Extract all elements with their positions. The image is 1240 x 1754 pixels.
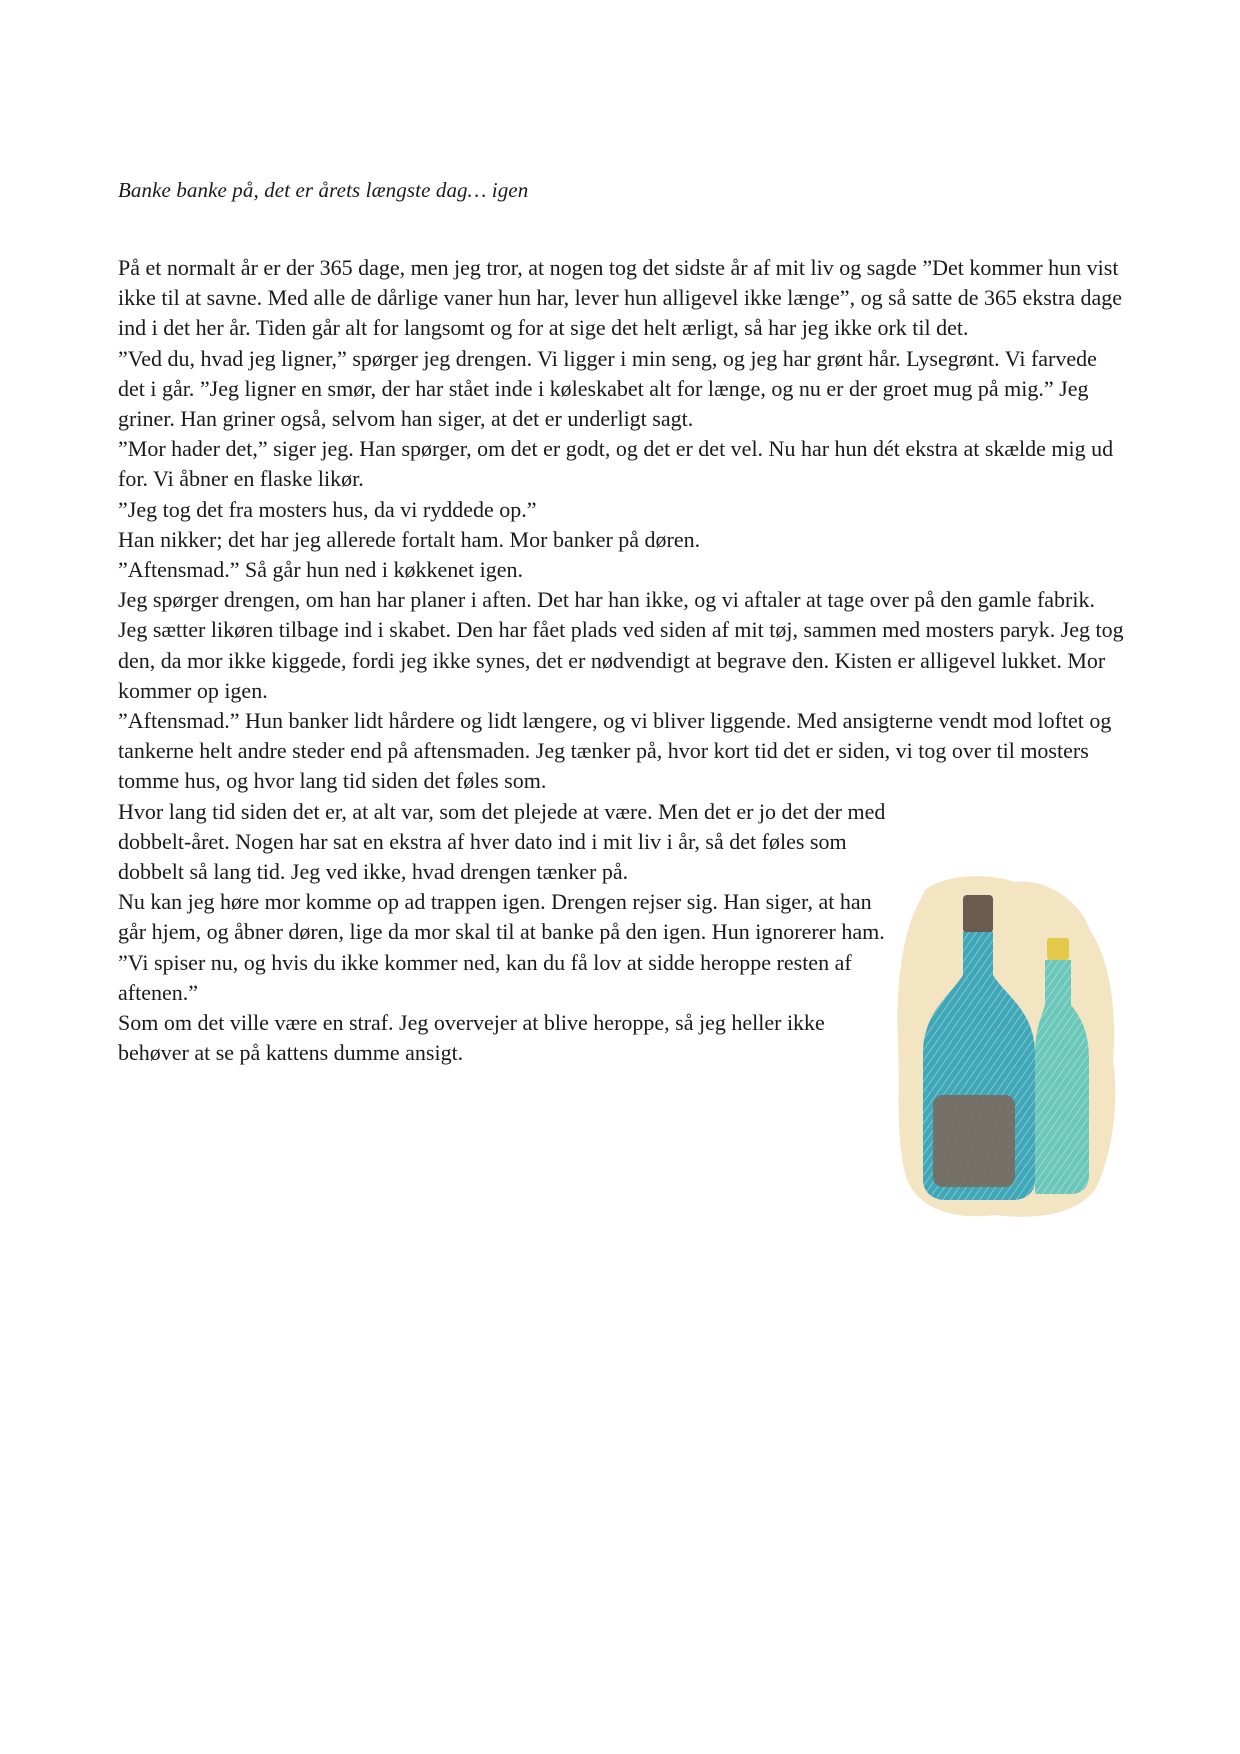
paragraph: Som om det ville være en straf. Jeg overvejer at blive heroppe, så jeg heller ikke behøver at se på kattens dumme ansigt. — [118, 1010, 825, 1066]
paragraph: På et normalt år er der 365 dage, men jeg tror, at nogen tog det sidste år af mit liv og sagde ”Det kommer hun vist ikke til at savne. Med alle de dårlige vaner hun har, lever hun alligevel ikke længe”, og så satte de 365 ekstra dage ind i det her år. Tiden går alt for langsomt og for at sige det helt ærligt, så har jeg ikke ork til det. — [118, 255, 1123, 341]
paragraph: Jeg spørger drengen, om han har planer i aften. Det har han ikke, og vi aftaler at tage over på den gamle fabrik. Jeg sætter likøren tilbage ind i skabet. Den har fået plads ved siden af mit tøj, sammen med mosters paryk. Jeg tog den, da mor ikke kiggede, fordi jeg ikke synes, det er nødvendigt at begrave den. Kisten er alligevel lukket. Mor kommer op igen. — [118, 587, 1124, 703]
paragraph: ”Aftensmad.” Hun banker lidt hårdere og lidt længere, og vi bliver liggende. Med ansigterne vendt mod loftet og tankerne helt andre steder end på aftensmaden. Jeg tænker på, hvor kort tid det er siden, vi tog over til mosters tomme hus, og hvor lang tid siden det føles som. — [118, 708, 1112, 794]
bottle-cork — [1047, 938, 1069, 960]
page-title: Banke banke på, det er årets længste dag… igen — [118, 178, 529, 202]
bottle-cap — [963, 895, 993, 933]
paragraph: Han nikker; det har jeg allerede fortalt ham. Mor banker på døren. — [118, 526, 701, 552]
paragraph: ”Ved du, hvad jeg ligner,” spørger jeg drengen. Vi ligger i min seng, og jeg har grønt hår. Lysegrønt. Vi farvede det i går. ”Jeg ligner en smør, der har stået inde i køleskabet alt for længe, og nu er der groet mug på mig.” Jeg griner. Han griner også, selvom han siger, at det er underligt sagt. — [118, 345, 1097, 432]
paragraph: ”Jeg tog det fra mosters hus, da vi ryddede op.” — [118, 496, 537, 522]
paragraph: ”Aftensmad.” Så går hun ned i køkkenet igen. — [118, 557, 524, 583]
paragraph: Hvor lang tid siden det er, at alt var, som det plejede at være. Men det er jo det der med dobbelt-året. Nogen har sat en ekstra af hver dato ind i mit liv i år, så det føles som dobbelt så lang tid. Jeg ved ikke, hvad drengen tænker på. — [118, 798, 886, 885]
paragraph: ”Mor hader det,” siger jeg. Han spørger, om det er godt, og det er det vel. Nu har hun dét ekstra at skælde mig ud for. Vi åbner en flaske likør. — [118, 436, 1114, 492]
paragraph: Nu kan jeg høre mor komme op ad trappen igen. Drengen rejser sig. Han siger, at han går hjem, og åbner døren, lige da mor skal til at banke på den igen. Hun ignorerer ham. — [118, 889, 885, 945]
bottle-liquid — [933, 1095, 1015, 1187]
bottles-illustration — [895, 870, 1120, 1222]
paragraph: ”Vi spiser nu, og hvis du ikke kommer ned, kan du få lov at sidde heroppe resten af aftenen.” — [118, 949, 852, 1005]
